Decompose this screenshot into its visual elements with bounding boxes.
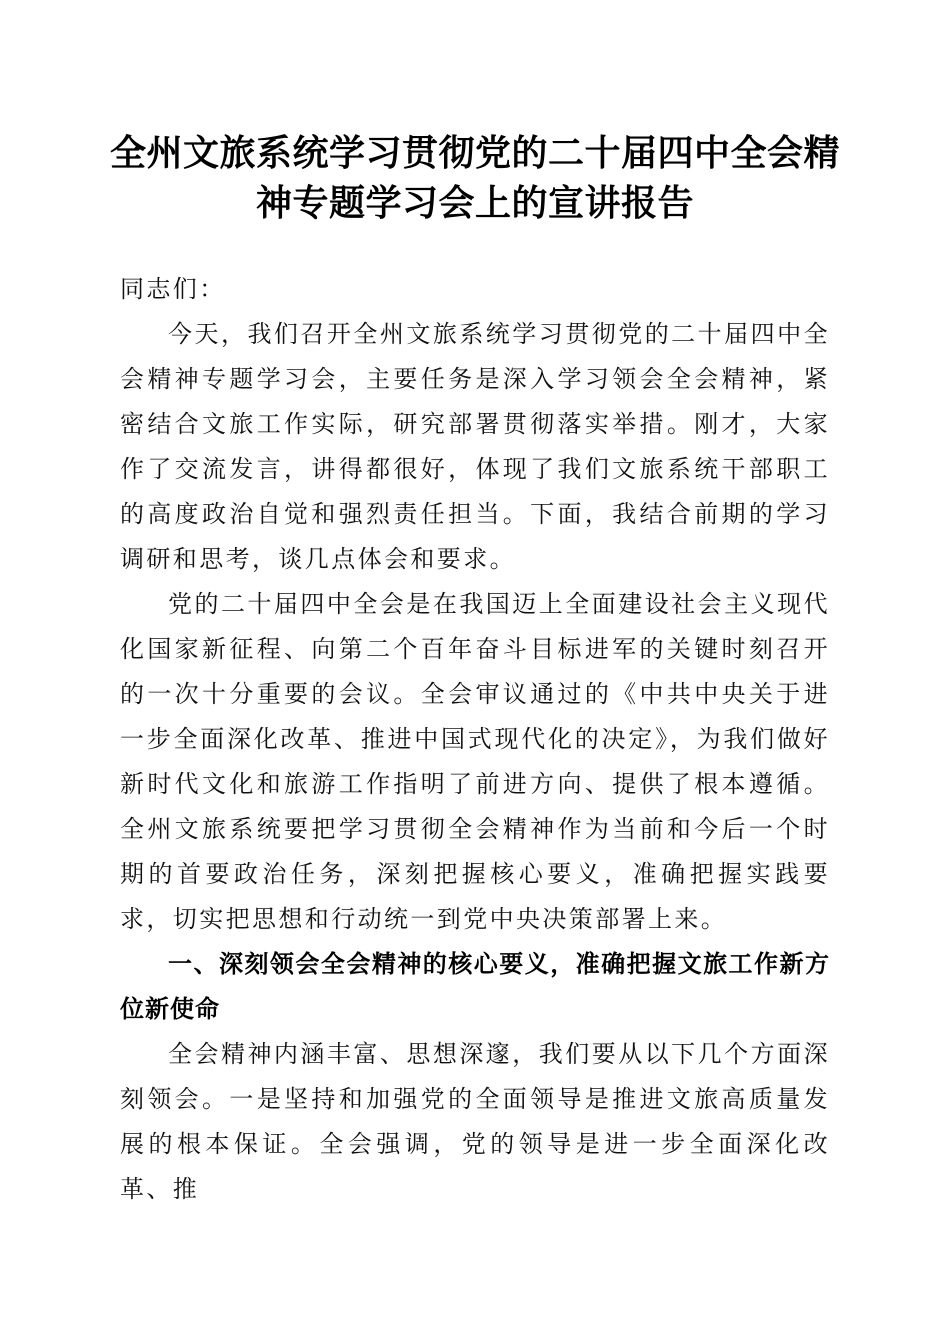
document-body (120, 267, 830, 1212)
paragraph-section-1: 全会精神内涵丰富、思想深邃，我们要从以下几个方面深刻领会。一是坚持和加强党的全面领导是推进文旅高质量发展的根本保证。全会强调，党的领导是进一步全面深化改革、推 (120, 1040, 830, 1203)
document-title (110, 128, 840, 228)
paragraph-opening: 今天，我们召开全州文旅系统学习贯彻党的二十届四中全会精神专题学习会，主要任务是深入学习领会全会精神，紧密结合文旅工作实际，研究部署贯彻落实举措。刚才，大家作了交流发言，讲得都很好，体现了我们文旅系统干部职工的高度政治自觉和强烈责任担当。下面，我结合前期的学习调研和思考，谈几点体会和要求。 (120, 320, 830, 573)
section-heading-1: 一、深刻领会全会精神的核心要义，准确把握文旅工作新方位新使命 (120, 950, 830, 1023)
title-line-1: 全州文旅系统学习贯彻党的二十届四中全会精 (110, 132, 841, 174)
salutation: 同志们： (120, 275, 226, 303)
paragraph-plenum-significance: 党的二十届四中全会是在我国迈上全面建设社会主义现代化国家新征程、向第二个百年奋斗目标进军的关键时刻召开的一次十分重要的会议。全会审议通过的《中共中央关于进一步全面深化改革、推进中国式现代化的决定》，为我们做好新时代文化和旅游工作指明了前进方向、提供了根本遵循。全州文旅系统要把学习贯彻全会精神作为当前和今后一个时期的首要政治任务，深刻把握核心要义，准确把握实践要求，切实把思想和行动统一到党中央决策部署上来。 (120, 590, 830, 933)
title-line-2: 神专题学习会上的宣讲报告 (255, 182, 694, 224)
